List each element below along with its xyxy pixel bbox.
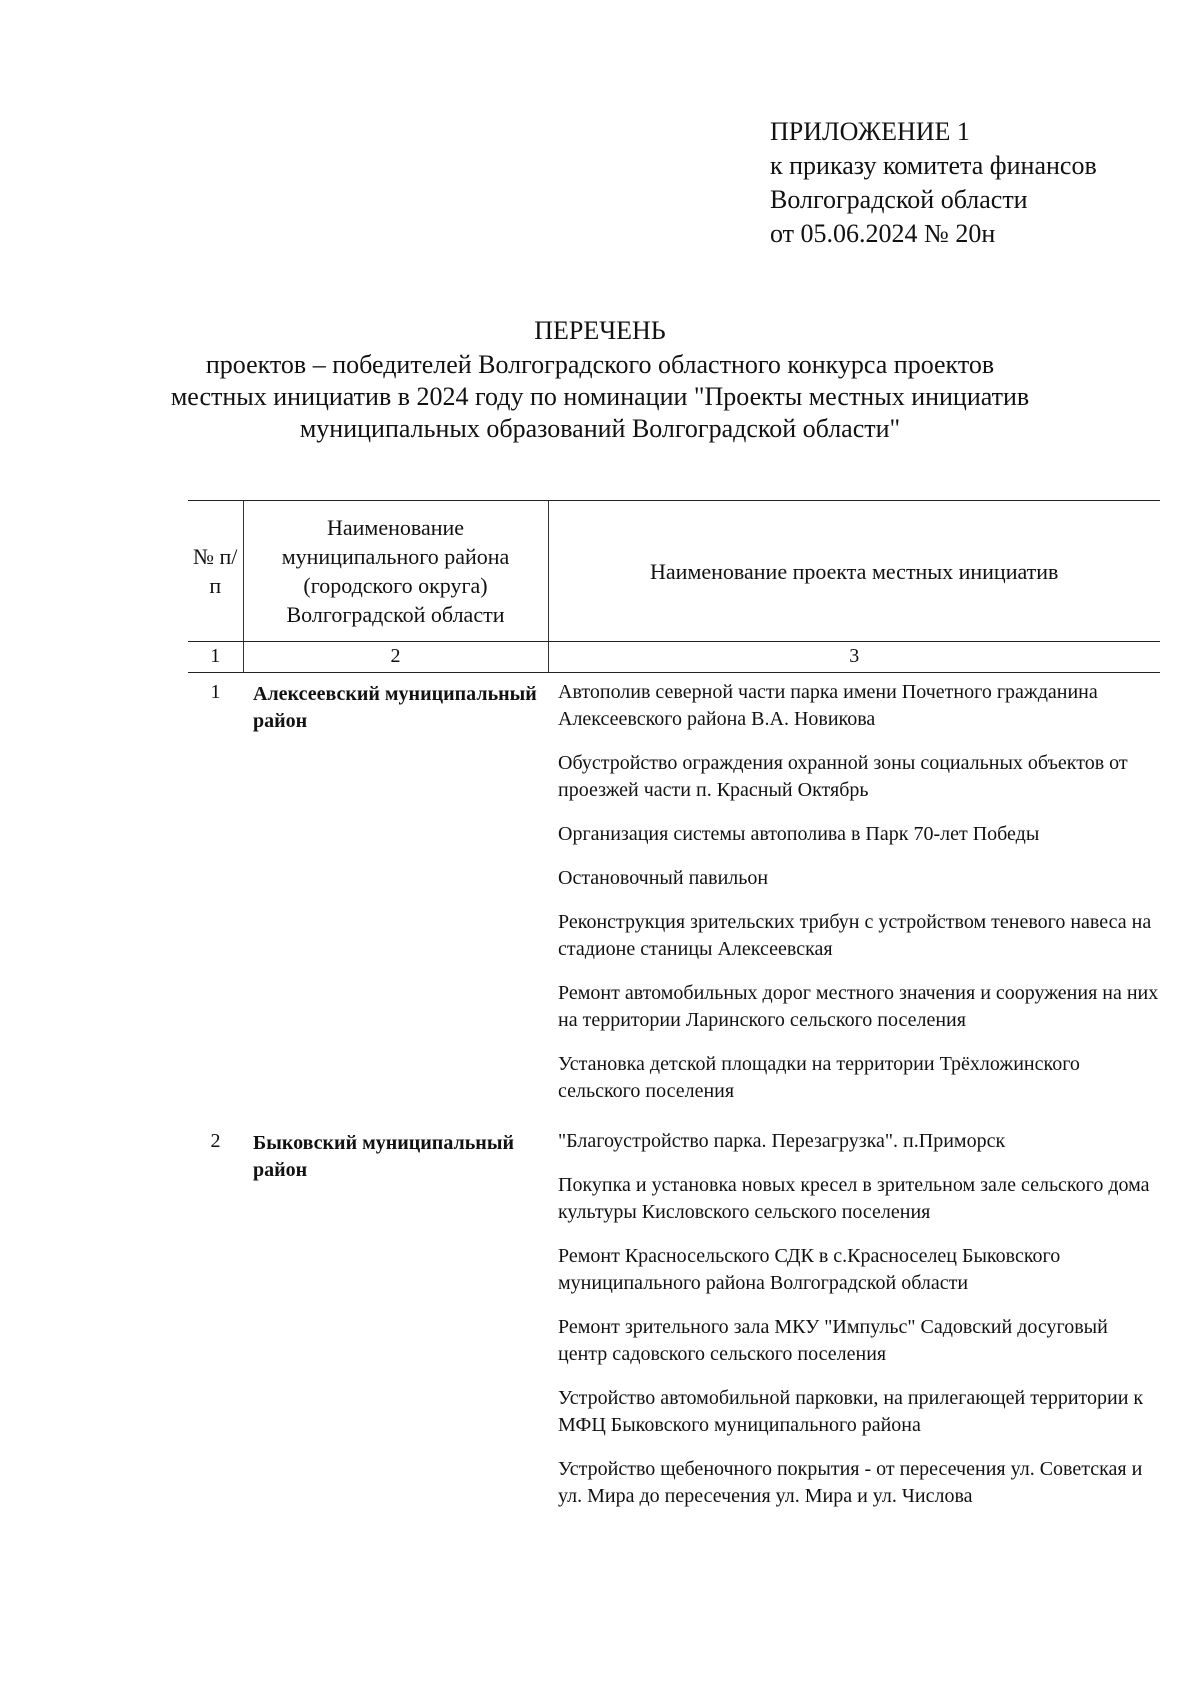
appendix-region: Волгоградской области xyxy=(770,185,1028,214)
table-row xyxy=(188,1122,1160,1527)
project-item: Ремонт зрительного зала МКУ "Импульс" Садовский досуговый центр садовского сельского поселения xyxy=(558,1316,1108,1365)
header-project: Наименование проекта местных инициатив xyxy=(548,501,1160,642)
project-item: Обустройство ограждения охранной зоны социальных объектов от проезжей части п. Красный Октябрь xyxy=(558,752,1128,801)
title-main: ПЕРЕЧЕНЬ xyxy=(534,316,666,345)
row-number: 1 xyxy=(210,681,221,703)
column-number-row xyxy=(188,642,1160,673)
project-list xyxy=(548,1122,1160,1527)
appendix-date-number: от 05.06.2024 № 20н xyxy=(770,219,996,248)
title-line-1: проектов – победителей Волгоградского областного конкурса проектов xyxy=(205,350,995,379)
table-body xyxy=(188,673,1160,1528)
district-name: Алексеевский муниципальный район xyxy=(253,683,537,732)
appendix-order-ref: к приказу комитета финансов xyxy=(770,151,1097,180)
project-item: "Благоустройство парка. Перезагрузка". п.Приморск xyxy=(558,1130,1006,1152)
appendix-title: ПРИЛОЖЕНИЕ 1 xyxy=(770,117,970,146)
district-name: Быковский муниципальный район xyxy=(253,1132,514,1181)
project-item: Ремонт автомобильных дорог местного значения и сооружения на них на территории Ларинского сельского поселения xyxy=(558,982,1159,1031)
header-number: № п/п xyxy=(188,501,243,642)
column-number: 2 xyxy=(243,642,548,673)
projects-table-wrap xyxy=(188,500,1160,1527)
document-title xyxy=(150,315,1050,445)
header-district: Наименование муниципального района (городского округа) Волгоградской области xyxy=(243,501,548,642)
table-header-row xyxy=(188,501,1160,642)
appendix-header xyxy=(770,115,1097,251)
row-number: 2 xyxy=(210,1130,221,1152)
title-line-2: местных инициатив в 2024 году по номинации "Проекты местных инициатив xyxy=(170,382,1030,411)
project-item: Устройство автомобильной парковки, на прилегающей территории к МФЦ Быковского муниципального района xyxy=(558,1387,1144,1436)
project-item: Автополив северной части парка имени Почетного гражданина Алексеевского района В.А. Новикова xyxy=(558,681,1098,730)
project-item: Покупка и установка новых кресел в зрительном зале сельского дома культуры Кисловского сельского поселения xyxy=(558,1174,1150,1223)
project-item: Ремонт Красносельского СДК в с.Красноселец Быковского муниципального района Волгоградской области xyxy=(558,1245,1061,1294)
project-list xyxy=(548,673,1160,1123)
title-line-3: муниципальных образований Волгоградской области" xyxy=(299,414,901,443)
project-item: Реконструкция зрительских трибун с устройством теневого навеса на стадионе станицы Алексеевская xyxy=(558,911,1152,960)
project-item: Организация системы автополива в Парк 70-лет Победы xyxy=(558,823,1040,845)
project-item: Остановочный павильон xyxy=(558,867,769,889)
projects-table xyxy=(188,500,1160,1527)
column-number: 3 xyxy=(548,642,1160,673)
column-number: 1 xyxy=(188,642,243,673)
project-item: Установка детской площадки на территории Трёхложинского сельского поселения xyxy=(558,1053,1080,1102)
table-row xyxy=(188,673,1160,1123)
project-item: Устройство щебеночного покрытия - от пересечения ул. Советская и ул. Мира до пересечения ул. Мира и ул. Числова xyxy=(558,1458,1143,1507)
